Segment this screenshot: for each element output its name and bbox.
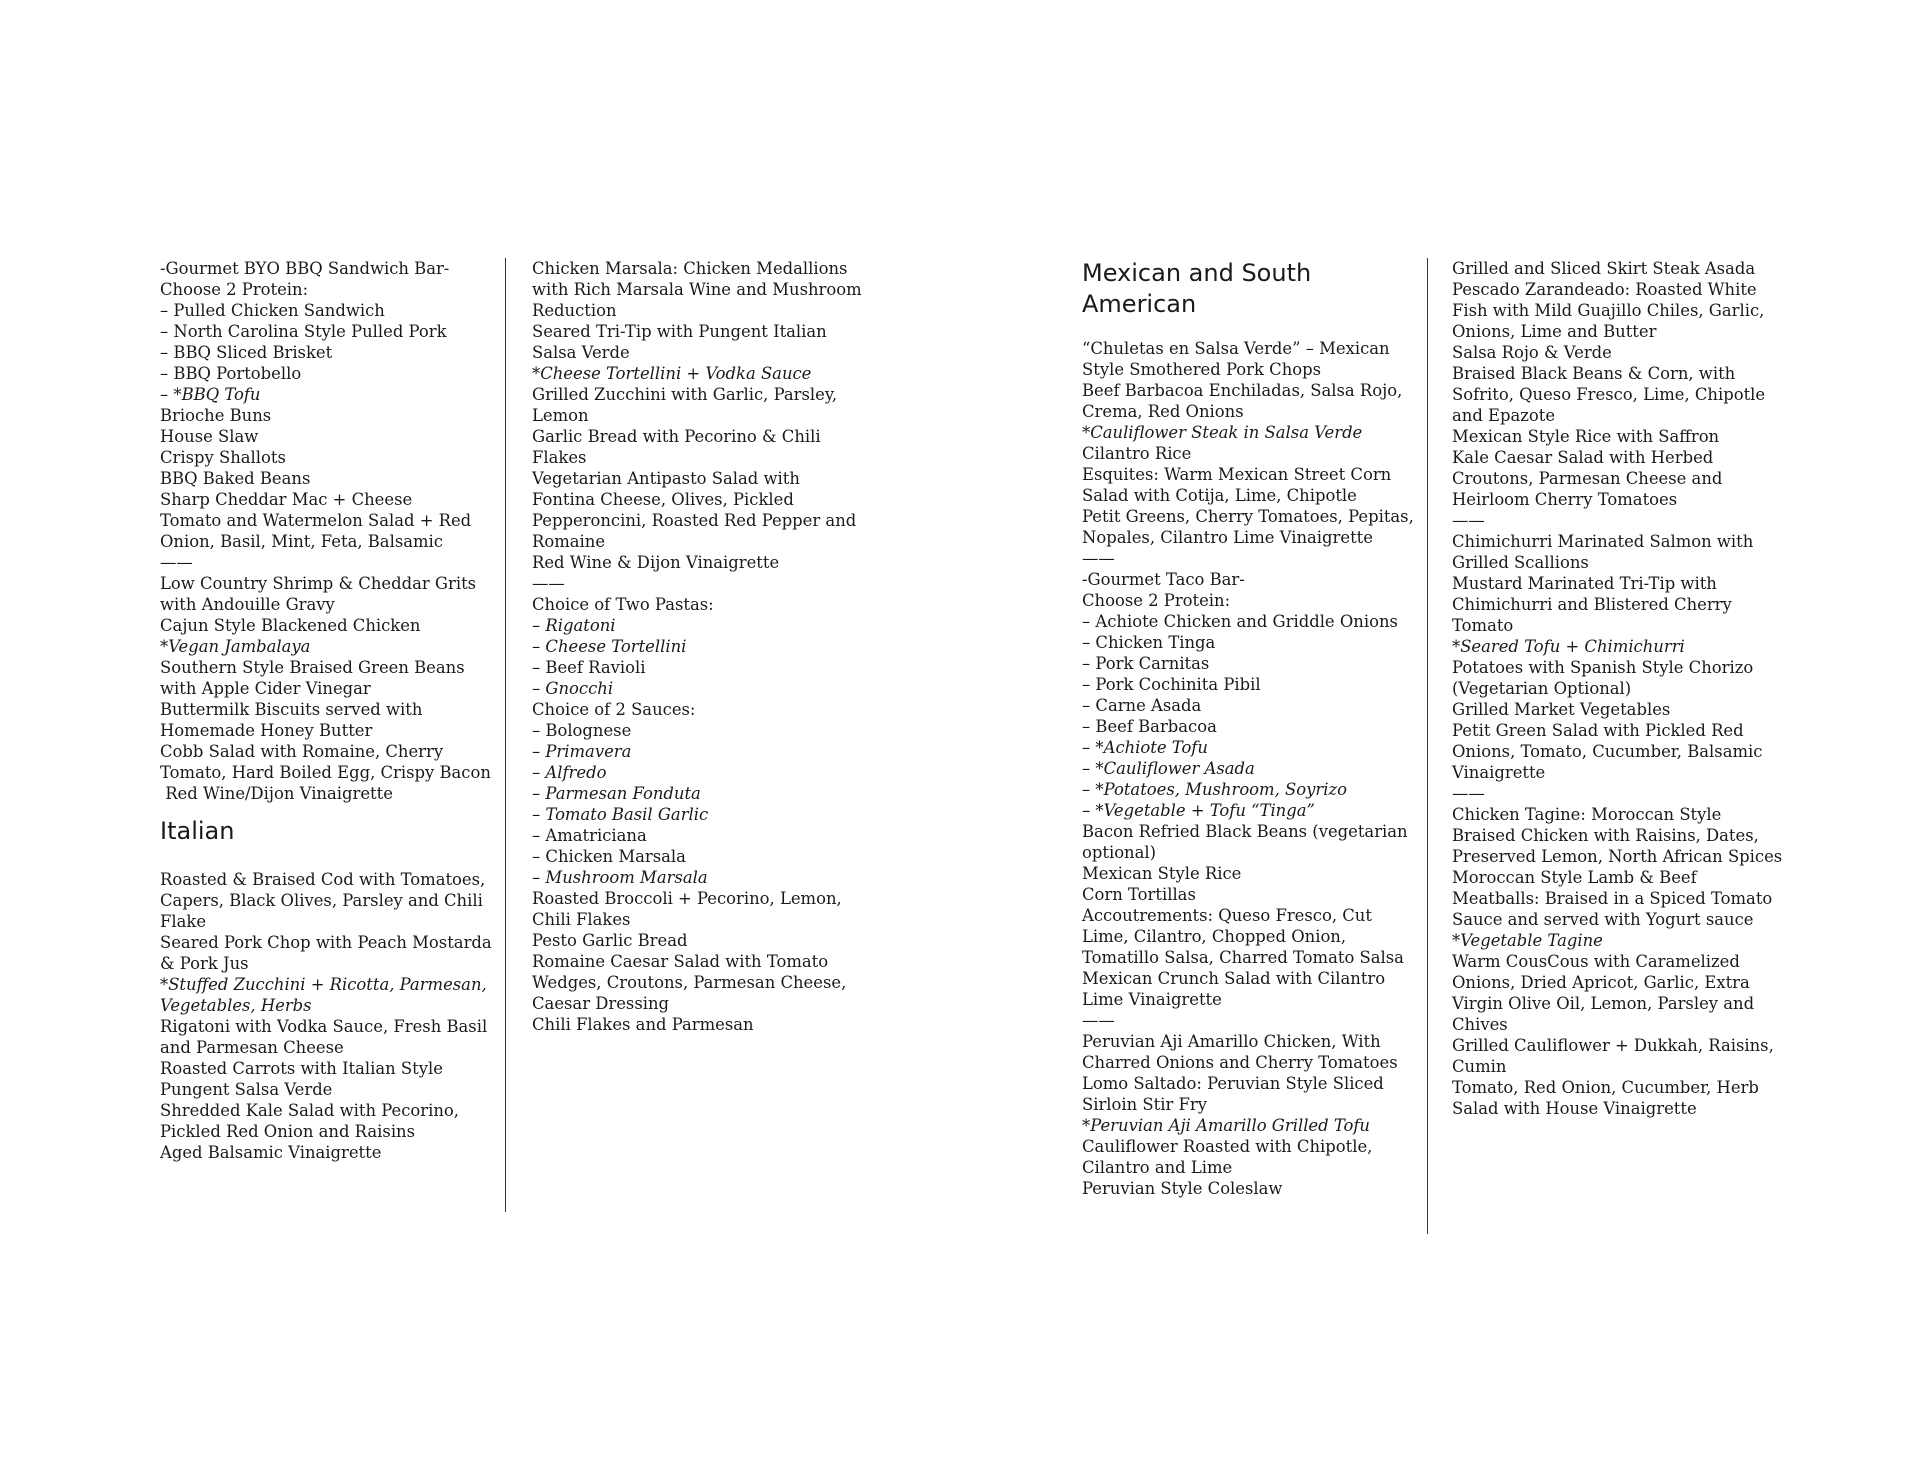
menu-item: Garlic Bread with Pecorino & Chili Flakes (532, 427, 826, 467)
menu-item: Roasted Carrots with Italian Style Pungent Salsa Verde (160, 1059, 449, 1099)
menu-item: Seared Tri-Tip with Pungent Italian Salsa Verde (532, 322, 832, 362)
menu-item: Rigatoni with Vodka Sauce, Fresh Basil and Parmesan Cheese (160, 1017, 493, 1057)
section-heading: Mexican and South American (1082, 259, 1312, 318)
menu-column-3 (1082, 258, 1420, 1199)
menu-item: Petit Green Salad with Pickled Red Onions, Tomato, Cucumber, Balsamic Vinaigrette (1452, 721, 1768, 782)
menu-item: – *BBQ Tofu (160, 385, 261, 404)
menu-item: *Vegan Jambalaya (160, 637, 311, 656)
menu-item: – Cheese Tortellini (532, 637, 687, 656)
menu-item: House Slaw (160, 427, 259, 446)
menu-item: Chili Flakes and Parmesan (532, 1015, 754, 1034)
menu-item: – *Achiote Tofu (1082, 738, 1208, 757)
menu-item: – Pulled Chicken Sandwich (160, 301, 385, 320)
menu-item: Grilled and Sliced Skirt Steak Asada (1452, 259, 1756, 278)
menu-separator: —— (1082, 1011, 1115, 1030)
menu-item: – Pork Carnitas (1082, 654, 1210, 673)
menu-item: – *Potatoes, Mushroom, Soyrizo (1082, 780, 1347, 799)
column-divider-1 (505, 258, 506, 1212)
menu-item: Beef Barbacoa Enchiladas, Salsa Rojo, Crema, Red Onions (1082, 381, 1408, 421)
menu-item: – Pork Cochinita Pibil (1082, 675, 1261, 694)
menu-item: Grilled Market Vegetables (1452, 700, 1671, 719)
menu-item: Braised Black Beans & Corn, with Sofrito, Queso Fresco, Lime, Chipotle and Epazote (1452, 364, 1771, 425)
menu-item: Seared Pork Chop with Peach Mostarda & Pork Jus (160, 933, 497, 973)
menu-item: Peruvian Style Coleslaw (1082, 1179, 1283, 1198)
menu-item: Pescado Zarandeado: Roasted White Fish with Mild Guajillo Chiles, Garlic, Onions, Lime and Butter (1452, 280, 1770, 341)
menu-item: Mexican Style Rice (1082, 864, 1242, 883)
menu-item: – Parmesan Fonduta (532, 784, 701, 803)
menu-item: *Cheese Tortellini + Vodka Sauce (532, 364, 812, 383)
section-heading: Italian (160, 817, 235, 845)
menu-item: Warm CousCous with Caramelized Onions, Dried Apricot, Garlic, Extra Virgin Olive Oil, Lemon, Parsley and Chives (1452, 952, 1760, 1034)
menu-column-2 (532, 258, 867, 1035)
menu-item: Chicken Marsala: Chicken Medallions with Rich Marsala Wine and Mushroom Reduction (532, 259, 867, 320)
menu-item: Red Wine & Dijon Vinaigrette (532, 553, 780, 572)
menu-item: Cajun Style Blackened Chicken (160, 616, 421, 635)
menu-item: – Chicken Tinga (1082, 633, 1216, 652)
menu-separator: —— (1452, 511, 1485, 530)
menu-item: – Beef Ravioli (532, 658, 646, 677)
menu-item: Cauliflower Roasted with Chipotle, Cilantro and Lime (1082, 1137, 1378, 1177)
menu-item: – Bolognese (532, 721, 632, 740)
menu-item: Salsa Rojo & Verde (1452, 343, 1612, 362)
menu-item: – *Vegetable + Tofu “Tinga” (1082, 801, 1315, 820)
menu-item: Vegetarian Antipasto Salad with Fontina Cheese, Olives, Pickled Pepperoncini, Roasted Red Pepper and Romaine (532, 469, 862, 551)
menu-item: Esquites: Warm Mexican Street Corn Salad with Cotija, Lime, Chipotle (1082, 465, 1397, 505)
menu-item: – *Cauliflower Asada (1082, 759, 1255, 778)
menu-item: Choice of Two Pastas: (532, 595, 714, 614)
menu-item: Grilled Cauliflower + Dukkah, Raisins, Cumin (1452, 1036, 1780, 1076)
menu-item: Accoutrements: Queso Fresco, Cut Lime, Cilantro, Chopped Onion, Tomatillo Salsa, Charred Tomato Salsa (1082, 906, 1404, 967)
menu-item: – Alfredo (532, 763, 607, 782)
menu-item: -Gourmet BYO BBQ Sandwich Bar- (160, 259, 450, 278)
menu-item: Choose 2 Protein: (160, 280, 309, 299)
menu-item: Low Country Shrimp & Cheddar Grits with Andouille Gravy (160, 574, 482, 614)
menu-item: *Peruvian Aji Amarillo Grilled Tofu (1082, 1116, 1370, 1135)
menu-item: Roasted & Braised Cod with Tomatoes, Capers, Black Olives, Parsley and Chili Flake (160, 870, 491, 931)
menu-separator: —— (160, 553, 193, 572)
menu-item: Bacon Refried Black Beans (vegetarian optional) (1082, 822, 1413, 862)
menu-item: – Achiote Chicken and Griddle Onions (1082, 612, 1398, 631)
menu-item: – Gnocchi (532, 679, 614, 698)
menu-item: Grilled Zucchini with Garlic, Parsley, Lemon (532, 385, 843, 425)
menu-item: Chimichurri Marinated Salmon with Grilled Scallions (1452, 532, 1759, 572)
menu-item: Cobb Salad with Romaine, Cherry Tomato, Hard Boiled Egg, Crispy Bacon (160, 742, 491, 782)
menu-item: Pesto Garlic Bread (532, 931, 688, 950)
menu-item: Lomo Saltado: Peruvian Style Sliced Sirloin Stir Fry (1082, 1074, 1390, 1114)
menu-item: Choose 2 Protein: (1082, 591, 1231, 610)
menu-item: – North Carolina Style Pulled Pork (160, 322, 447, 341)
menu-item: Corn Tortillas (1082, 885, 1196, 904)
menu-item: – Tomato Basil Garlic (532, 805, 709, 824)
menu-item: Potatoes with Spanish Style Chorizo (Vegetarian Optional) (1452, 658, 1759, 698)
menu-item: – Mushroom Marsala (532, 868, 708, 887)
menu-item: Chicken Tagine: Moroccan Style Braised Chicken with Raisins, Dates, Preserved Lemon, North African Spices (1452, 805, 1783, 866)
menu-item: – Beef Barbacoa (1082, 717, 1217, 736)
menu-item: – Amatriciana (532, 826, 647, 845)
menu-item: Sharp Cheddar Mac + Cheese (160, 490, 413, 509)
menu-item: Aged Balsamic Vinaigrette (160, 1143, 382, 1162)
menu-item: *Cauliflower Steak in Salsa Verde (1082, 423, 1363, 442)
menu-item: Choice of 2 Sauces: (532, 700, 696, 719)
menu-item: Buttermilk Biscuits served with Homemade Honey Butter (160, 700, 428, 740)
menu-item: Kale Caesar Salad with Herbed Croutons, Parmesan Cheese and Heirloom Cherry Tomatoes (1452, 448, 1728, 509)
menu-item: Mexican Style Rice with Saffron (1452, 427, 1720, 446)
column-divider-2 (1427, 258, 1428, 1234)
menu-item: Roasted Broccoli + Pecorino, Lemon, Chili Flakes (532, 889, 847, 929)
menu-item: Shredded Kale Salad with Pecorino, Pickled Red Onion and Raisins (160, 1101, 465, 1141)
menu-item: Tomato, Red Onion, Cucumber, Herb Salad with House Vinaigrette (1452, 1078, 1765, 1118)
menu-item: -Gourmet Taco Bar- (1082, 570, 1245, 589)
menu-item: – BBQ Sliced Brisket (160, 343, 333, 362)
menu-item: – Primavera (532, 742, 632, 761)
menu-separator: —— (532, 574, 565, 593)
menu-item: *Stuffed Zucchini + Ricotta, Parmesan, Vegetables, Herbs (160, 975, 492, 1015)
menu-item: Mustard Marinated Tri-Tip with Chimichurri and Blistered Cherry Tomato (1452, 574, 1737, 635)
menu-item: Romaine Caesar Salad with Tomato Wedges, Croutons, Parmesan Cheese, Caesar Dressing (532, 952, 852, 1013)
menu-item: Tomato and Watermelon Salad + Red Onion, Basil, Mint, Feta, Balsamic (160, 511, 477, 551)
menu-item: – Chicken Marsala (532, 847, 686, 866)
menu-item: – Rigatoni (532, 616, 616, 635)
menu-column-1 (160, 258, 495, 1163)
menu-item: Brioche Buns (160, 406, 272, 425)
menu-separator: —— (1082, 549, 1115, 568)
menu-item: Red Wine/Dijon Vinaigrette (160, 784, 393, 803)
menu-item: BBQ Baked Beans (160, 469, 311, 488)
menu-item: *Seared Tofu + Chimichurri (1452, 637, 1685, 656)
menu-item: Moroccan Style Lamb & Beef Meatballs: Braised in a Spiced Tomato Sauce and served with Yogurt sauce (1452, 868, 1778, 929)
menu-item: – Carne Asada (1082, 696, 1202, 715)
menu-separator: —— (1452, 784, 1485, 803)
menu-item: Mexican Crunch Salad with Cilantro Lime Vinaigrette (1082, 969, 1391, 1009)
menu-item: Cilantro Rice (1082, 444, 1192, 463)
menu-item: *Vegetable Tagine (1452, 931, 1603, 950)
menu-item: – BBQ Portobello (160, 364, 302, 383)
menu-item: Petit Greens, Cherry Tomatoes, Pepitas, Nopales, Cilantro Lime Vinaigrette (1082, 507, 1420, 547)
menu-item: Southern Style Braised Green Beans with Apple Cider Vinegar (160, 658, 470, 698)
menu-item: Crispy Shallots (160, 448, 286, 467)
menu-column-4 (1452, 258, 1787, 1119)
menu-item: “Chuletas en Salsa Verde” – Mexican Style Smothered Pork Chops (1082, 339, 1395, 379)
menu-item: Peruvian Aji Amarillo Chicken, With Charred Onions and Cherry Tomatoes (1082, 1032, 1398, 1072)
